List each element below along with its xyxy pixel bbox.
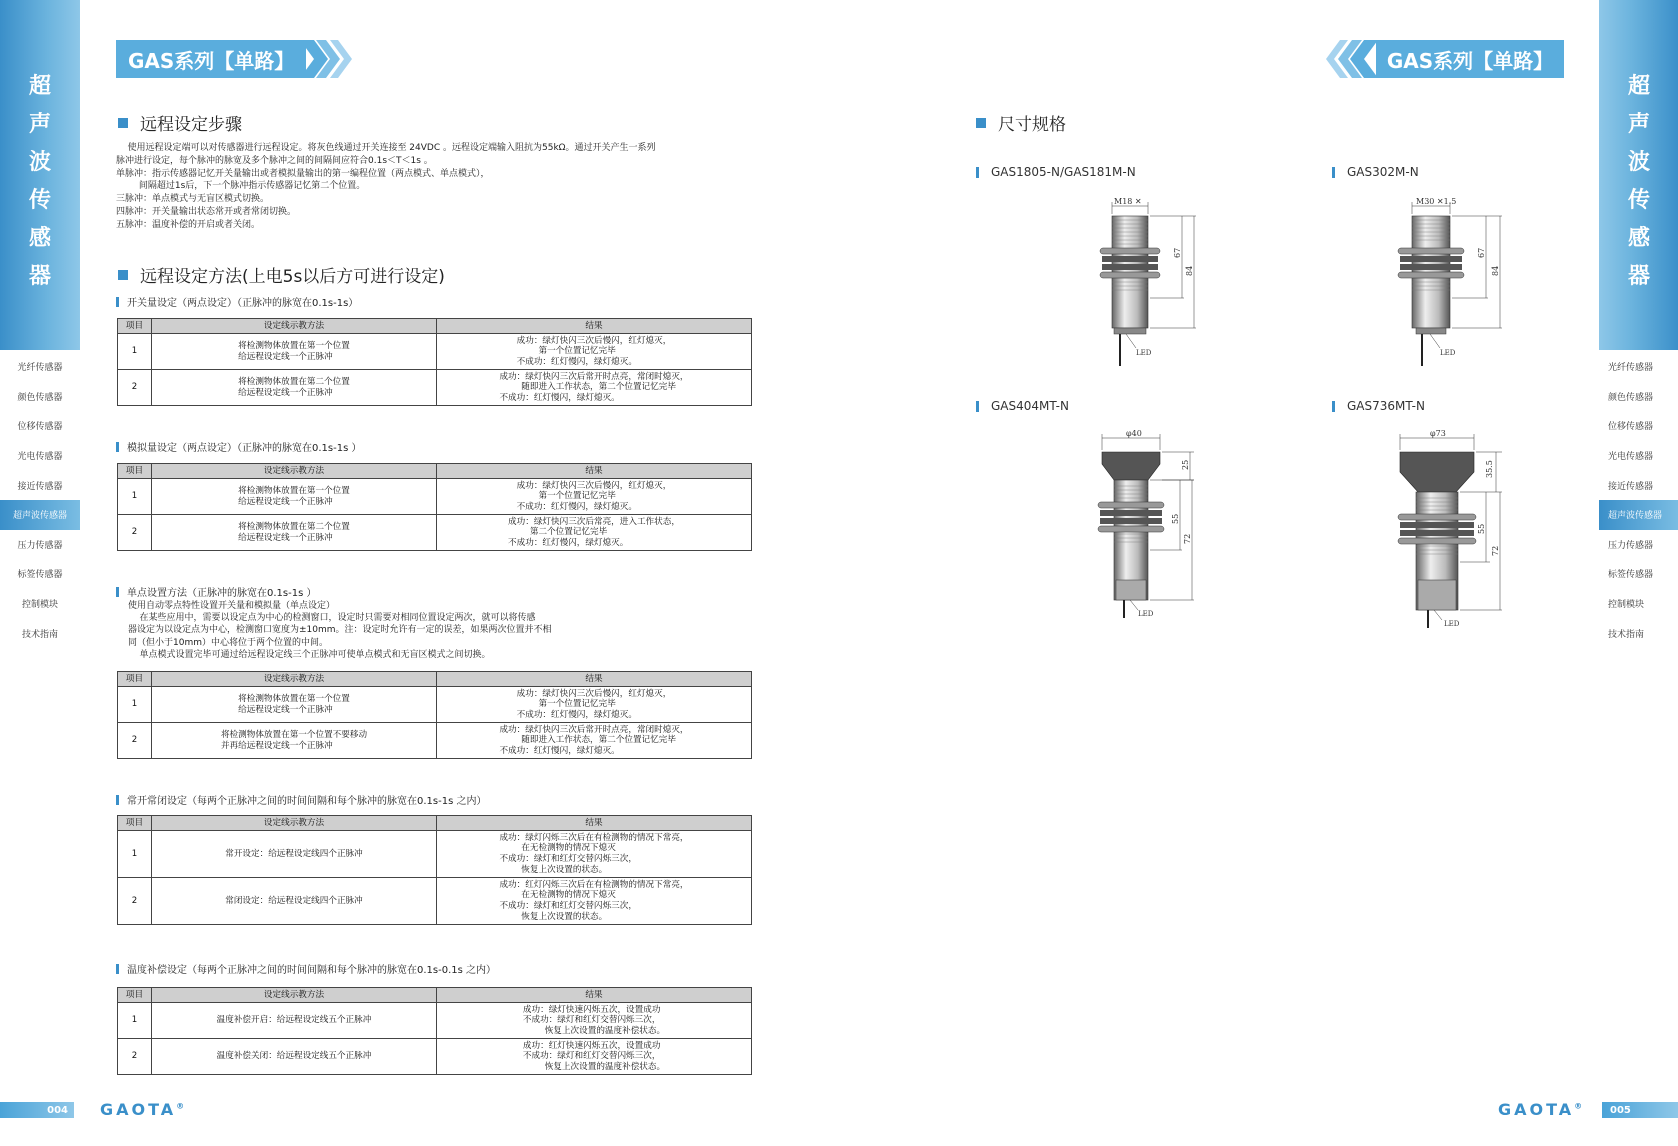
page-number-right: 005 xyxy=(1610,1104,1631,1116)
section-title-methods xyxy=(118,262,445,287)
cell-item: 2 xyxy=(118,878,152,925)
left-side-menu xyxy=(0,352,80,648)
dimension-label-c: 35.5 xyxy=(1485,460,1494,478)
menu-item-label[interactable]: 标签传感器 xyxy=(1608,570,1654,581)
cell-item: 1 xyxy=(118,1003,152,1039)
menu-item-proximity[interactable]: 接近传感器 xyxy=(1608,481,1654,492)
footer-bar-right xyxy=(1602,1102,1678,1118)
series-title-left: GAS系列【单路】 xyxy=(116,40,306,78)
table-temperature-setting xyxy=(117,987,752,1075)
menu-item-label[interactable]: 标签传感器 xyxy=(17,570,63,581)
vertical-char: 感 xyxy=(1627,226,1650,251)
cell-result: 成功：绿灯快闪三次后常亮，进入工作状态， 第二个位置记忆完毕 不成功：红灯慢闪，绿灯熄灭。 xyxy=(508,516,680,548)
cell-method: 将检测物体放置在第一个位置 给远程设定线一个正脉冲 xyxy=(238,340,350,362)
section-title-text: 远程设定方法(上电5s以后方可进行设定) xyxy=(140,267,445,287)
bar-bullet-icon xyxy=(116,964,119,974)
col-item: 项目 xyxy=(118,816,152,831)
vertical-char: 感 xyxy=(28,226,51,251)
menu-item-pressure[interactable]: 压力传感器 xyxy=(1608,540,1654,551)
table-row xyxy=(118,479,752,515)
col-method: 设定线示教方法 xyxy=(152,988,437,1003)
col-method: 设定线示教方法 xyxy=(152,672,437,687)
cell-method: 将检测物体放置在第一个位置 给远程设定线一个正脉冲 xyxy=(238,485,350,507)
cell-method: 将检测物体放置在第二个位置 给远程设定线一个正脉冲 xyxy=(238,376,350,398)
thread-label: φ40 xyxy=(1126,430,1142,438)
menu-item-guide[interactable]: 技术指南 xyxy=(1608,629,1645,640)
model-name: GAS736MT-N xyxy=(1347,399,1425,413)
sensor-body xyxy=(1100,216,1160,366)
dimension-label-c: 25 xyxy=(1181,459,1190,470)
col-item: 项目 xyxy=(118,319,152,334)
cell-result: 成功：绿灯快速闪烁五次，设置成功 不成功：绿灯和红灯交替闪烁三次， 恢复上次设置的温度补偿状态。 xyxy=(522,1004,666,1036)
sub-title-temperature xyxy=(116,961,496,976)
cell-item: 1 xyxy=(118,831,152,878)
single-point-paragraph: 使用自动零点特性设置开关量和模拟量（单点设定） 在某些应用中，需要以设定点为中心的检测窗口，设定时只需要对相同位置设定两次，就可以将传感 器设定为以设定点为中心，检测窗口宽度为±10mm。注：设定时允许有一定的误差，如果两次位置并不相 同（但小于10mm）中心将位于两个位置的中间。 单点模式设置完毕可通过给远程设定线三个正脉冲可使单点模式和无盲区模式之间切换。 xyxy=(128,601,552,660)
table-row xyxy=(118,515,752,551)
col-result: 结果 xyxy=(437,672,752,687)
table-switch-setting xyxy=(117,318,752,406)
col-result: 结果 xyxy=(437,988,752,1003)
bar-bullet-icon xyxy=(1332,401,1335,412)
right-side-menu xyxy=(1599,352,1678,648)
vertical-char: 超 xyxy=(1627,74,1650,99)
cell-result: 成功：绿灯快闪三次后常开时点亮，常闭时熄灭， 随即进入工作状态，第二个位置记忆完毕 不成功：红灯慢闪，绿灯熄灭。 xyxy=(499,371,689,403)
table-row xyxy=(118,370,752,406)
bar-bullet-icon xyxy=(976,401,979,412)
table-header-row xyxy=(118,816,752,831)
logo-text: GAOTA xyxy=(100,1100,177,1119)
right-vertical-title xyxy=(1599,72,1678,292)
menu-item-guide[interactable]: 技术指南 xyxy=(21,629,58,640)
section-title-text: 尺寸规格 xyxy=(998,115,1066,135)
dimension-drawing-gas404mt xyxy=(1090,430,1200,620)
cell-method: 将检测物体放置在第二个位置 给远程设定线一个正脉冲 xyxy=(238,521,350,543)
table-single-point-setting xyxy=(117,671,752,759)
page-number-left: 004 xyxy=(47,1104,68,1116)
cell-item: 1 xyxy=(118,687,152,723)
cell-item: 2 xyxy=(118,723,152,759)
square-bullet-icon xyxy=(976,118,986,128)
model-label-1 xyxy=(976,165,1136,179)
table-row xyxy=(118,831,752,878)
dimension-label-b: 72 xyxy=(1491,545,1500,556)
cell-method: 温度补偿关闭：给远程设定线五个正脉冲 xyxy=(216,1051,372,1062)
model-label-2 xyxy=(1332,165,1419,179)
footer-bar-left xyxy=(0,1102,74,1118)
table-header-row xyxy=(118,464,752,479)
vertical-char: 超 xyxy=(28,74,51,99)
cell-item: 1 xyxy=(118,479,152,515)
led-label: LED xyxy=(1440,349,1456,357)
thread-label: M30 ✕1.5 xyxy=(1416,198,1457,206)
menu-item-photoelectric[interactable]: 光电传感器 xyxy=(17,452,63,463)
model-label-4 xyxy=(1332,399,1425,413)
cell-item: 2 xyxy=(118,370,152,406)
sub-title-analog xyxy=(116,439,361,454)
bar-bullet-icon xyxy=(116,587,119,597)
registered-mark: ® xyxy=(176,1101,185,1111)
dimension-label-b: 72 xyxy=(1183,533,1192,544)
menu-item-ultrasonic[interactable]: 超声波传感器 xyxy=(0,500,80,530)
dimension-label-a: 67 xyxy=(1173,247,1182,258)
table-header-row xyxy=(118,319,752,334)
registered-mark: ® xyxy=(1574,1101,1583,1111)
cell-method: 常开设定：给远程设定线四个正脉冲 xyxy=(225,848,363,859)
table-header-row xyxy=(118,988,752,1003)
sub-title-text: 单点设置方法（正脉冲的脉宽在0.1s-1s ） xyxy=(127,588,317,599)
menu-item-ultrasonic[interactable]: 超声波传感器 xyxy=(1599,500,1678,530)
left-vertical-title xyxy=(0,72,80,292)
menu-item-color[interactable]: 颜色传感器 xyxy=(1608,392,1654,403)
sub-title-no-nc xyxy=(116,792,486,807)
brand-logo-right xyxy=(1498,1100,1582,1119)
col-item: 项目 xyxy=(118,988,152,1003)
dimension-drawing-gas302m xyxy=(1390,198,1510,368)
section-title-steps xyxy=(118,110,242,135)
dimension-label-b: 84 xyxy=(1185,265,1194,276)
led-label: LED xyxy=(1138,610,1154,618)
vertical-char: 波 xyxy=(28,150,51,175)
table-row xyxy=(118,334,752,370)
steps-paragraph: 使用远程设定端可以对传感器进行远程设定。将灰色线通过开关连接至 24VDC 。远程设定端输入阻抗为55kΩ。通过开关产生一系列 脉冲进行设定，每个脉冲的脉宽及多个脉冲之间的间隔间应符合0.1s＜T＜1s 。 单脉冲：指示传感器记忆开关量输出或者模拟量输出的第一编程位置（两点模式、单点模式）， 间隔超过1s后，下一个脉冲指示传感器记忆第二个位置。 三脉冲：单点模式与无盲区模式切换。 四脉冲：开关量输出状态常开或者常闭切换。 五脉冲：温度补偿的开启或者关闭。 xyxy=(116,143,656,230)
series-title-right: GAS系列【单路】 xyxy=(1376,40,1564,78)
col-result: 结果 xyxy=(437,816,752,831)
col-item: 项目 xyxy=(118,672,152,687)
section-title-dimensions xyxy=(976,110,1066,135)
menu-item-color[interactable]: 颜色传感器 xyxy=(17,392,63,403)
table-row xyxy=(118,687,752,723)
logo-text: GAOTA xyxy=(1498,1100,1575,1119)
cell-result: 成功：绿灯快闪三次后慢闪，红灯熄灭， 第一个位置记忆完毕 不成功：红灯慢闪，绿灯熄灭。 xyxy=(516,688,672,720)
table-header-row xyxy=(118,672,752,687)
menu-item-pressure[interactable]: 压力传感器 xyxy=(17,540,63,551)
dimension-label-b: 84 xyxy=(1491,265,1500,276)
vertical-char: 传 xyxy=(1627,188,1650,213)
menu-item-control[interactable]: 控制模块 xyxy=(21,600,58,611)
cell-item: 1 xyxy=(118,334,152,370)
cell-result: 成功：绿灯快闪三次后常开时点亮，常闭时熄灭， 随即进入工作状态，第二个位置记忆完毕 不成功：红灯慢闪，绿灯熄灭。 xyxy=(499,724,689,756)
sub-title-switch xyxy=(116,294,358,309)
sub-title-text: 开关量设定（两点设定）（正脉冲的脉宽在0.1s-1s） xyxy=(127,298,359,309)
sub-title-text: 温度补偿设定（每两个正脉冲之间的时间间隔和每个脉冲的脉宽在0.1s-0.1s 之内） xyxy=(127,965,497,976)
cell-result: 成功：绿灯快闪三次后慢闪，红灯熄灭， 第一个位置记忆完毕 不成功：红灯慢闪，绿灯熄灭。 xyxy=(516,335,672,367)
sub-title-text: 模拟量设定（两点设定）（正脉冲的脉宽在0.1s-1s ） xyxy=(127,443,362,454)
chevron-left-icon xyxy=(1326,40,1378,78)
dimension-drawing-gas736mt xyxy=(1390,430,1510,630)
model-name: GAS404MT-N xyxy=(991,399,1069,413)
table-row xyxy=(118,878,752,925)
menu-item-displacement[interactable]: 位移传感器 xyxy=(17,422,63,433)
cell-method: 常闭设定：给远程设定线四个正脉冲 xyxy=(225,895,363,906)
bar-bullet-icon xyxy=(116,795,119,805)
thread-label: M18 ✕ xyxy=(1114,198,1142,206)
col-method: 设定线示教方法 xyxy=(152,319,437,334)
section-title-text: 远程设定步骤 xyxy=(140,115,242,135)
cell-method: 温度补偿开启：给远程设定线五个正脉冲 xyxy=(216,1015,372,1026)
table-row xyxy=(118,1039,752,1075)
sensor-body xyxy=(1398,216,1464,366)
bar-bullet-icon xyxy=(116,297,119,307)
cell-result: 成功：绿灯闪烁三次后在有检测物的情况下常亮， 在无检测物的情况下熄灭 不成功：绿灯和红灯交替闪烁三次， 恢复上次设置的状态。 xyxy=(499,832,689,875)
sub-title-single-point xyxy=(116,584,316,599)
sensor-body xyxy=(1398,452,1476,628)
vertical-char: 器 xyxy=(1627,264,1650,289)
dimension-label-a: 55 xyxy=(1171,513,1180,524)
menu-item-fiber[interactable]: 光纤传感器 xyxy=(1608,363,1654,374)
menu-item-proximity[interactable]: 接近传感器 xyxy=(17,481,63,492)
bar-bullet-icon xyxy=(1332,167,1335,178)
led-label: LED xyxy=(1136,349,1152,357)
bar-bullet-icon xyxy=(116,442,119,452)
model-name: GAS302M-N xyxy=(1347,165,1419,179)
dimension-label-a: 55 xyxy=(1477,523,1486,534)
cell-item: 2 xyxy=(118,1039,152,1075)
model-name: GAS1805-N/GAS181M-N xyxy=(991,165,1136,179)
square-bullet-icon xyxy=(118,118,128,128)
model-label-3 xyxy=(976,399,1069,413)
col-method: 设定线示教方法 xyxy=(152,464,437,479)
col-item: 项目 xyxy=(118,464,152,479)
col-result: 结果 xyxy=(437,464,752,479)
led-label: LED xyxy=(1444,620,1460,628)
dimension-label-a: 67 xyxy=(1477,247,1486,258)
bar-bullet-icon xyxy=(976,167,979,178)
cell-method: 将检测物体放置在第一个位置不要移动 并再给远程设定线一个正脉冲 xyxy=(220,729,368,751)
menu-item-fiber[interactable]: 光纤传感器 xyxy=(17,363,63,374)
thread-label: φ73 xyxy=(1430,430,1446,438)
col-result: 结果 xyxy=(437,319,752,334)
menu-item-displacement[interactable]: 位移传感器 xyxy=(1608,422,1654,433)
sensor-body xyxy=(1098,452,1164,618)
cell-result: 成功：红灯快速闪烁五次，设置成功 不成功：绿灯和红灯交替闪烁三次， 恢复上次设置的温度补偿状态。 xyxy=(522,1040,666,1072)
square-bullet-icon xyxy=(118,270,128,280)
vertical-char: 声 xyxy=(1627,112,1650,137)
cell-result: 成功：绿灯快闪三次后慢闪，红灯熄灭， 第一个位置记忆完毕 不成功：红灯慢闪，绿灯熄灭。 xyxy=(516,480,672,512)
brand-logo-left xyxy=(100,1100,184,1119)
vertical-char: 传 xyxy=(28,188,51,213)
table-row xyxy=(118,723,752,759)
col-method: 设定线示教方法 xyxy=(152,816,437,831)
dimension-drawing-gas1805 xyxy=(1090,198,1200,368)
chevron-right-icon xyxy=(300,40,352,78)
vertical-char: 声 xyxy=(28,112,51,137)
table-analog-setting xyxy=(117,463,752,551)
cell-method: 将检测物体放置在第一个位置 给远程设定线一个正脉冲 xyxy=(238,693,350,715)
cell-item: 2 xyxy=(118,515,152,551)
vertical-char: 器 xyxy=(28,264,51,289)
table-row xyxy=(118,1003,752,1039)
cell-result: 成功：红灯闪烁三次后在有检测物的情况下常亮， 在无检测物的情况下熄灭 不成功：绿灯和红灯交替闪烁三次， 恢复上次设置的状态。 xyxy=(499,879,689,922)
table-no-nc-setting xyxy=(117,815,752,925)
sub-title-text: 常开常闭设定（每两个正脉冲之间的时间间隔和每个脉冲的脉宽在0.1s-1s 之内） xyxy=(127,796,487,807)
vertical-char: 波 xyxy=(1627,150,1650,175)
menu-item-photoelectric[interactable]: 光电传感器 xyxy=(1608,452,1654,463)
menu-item-control[interactable]: 控制模块 xyxy=(1608,600,1645,611)
